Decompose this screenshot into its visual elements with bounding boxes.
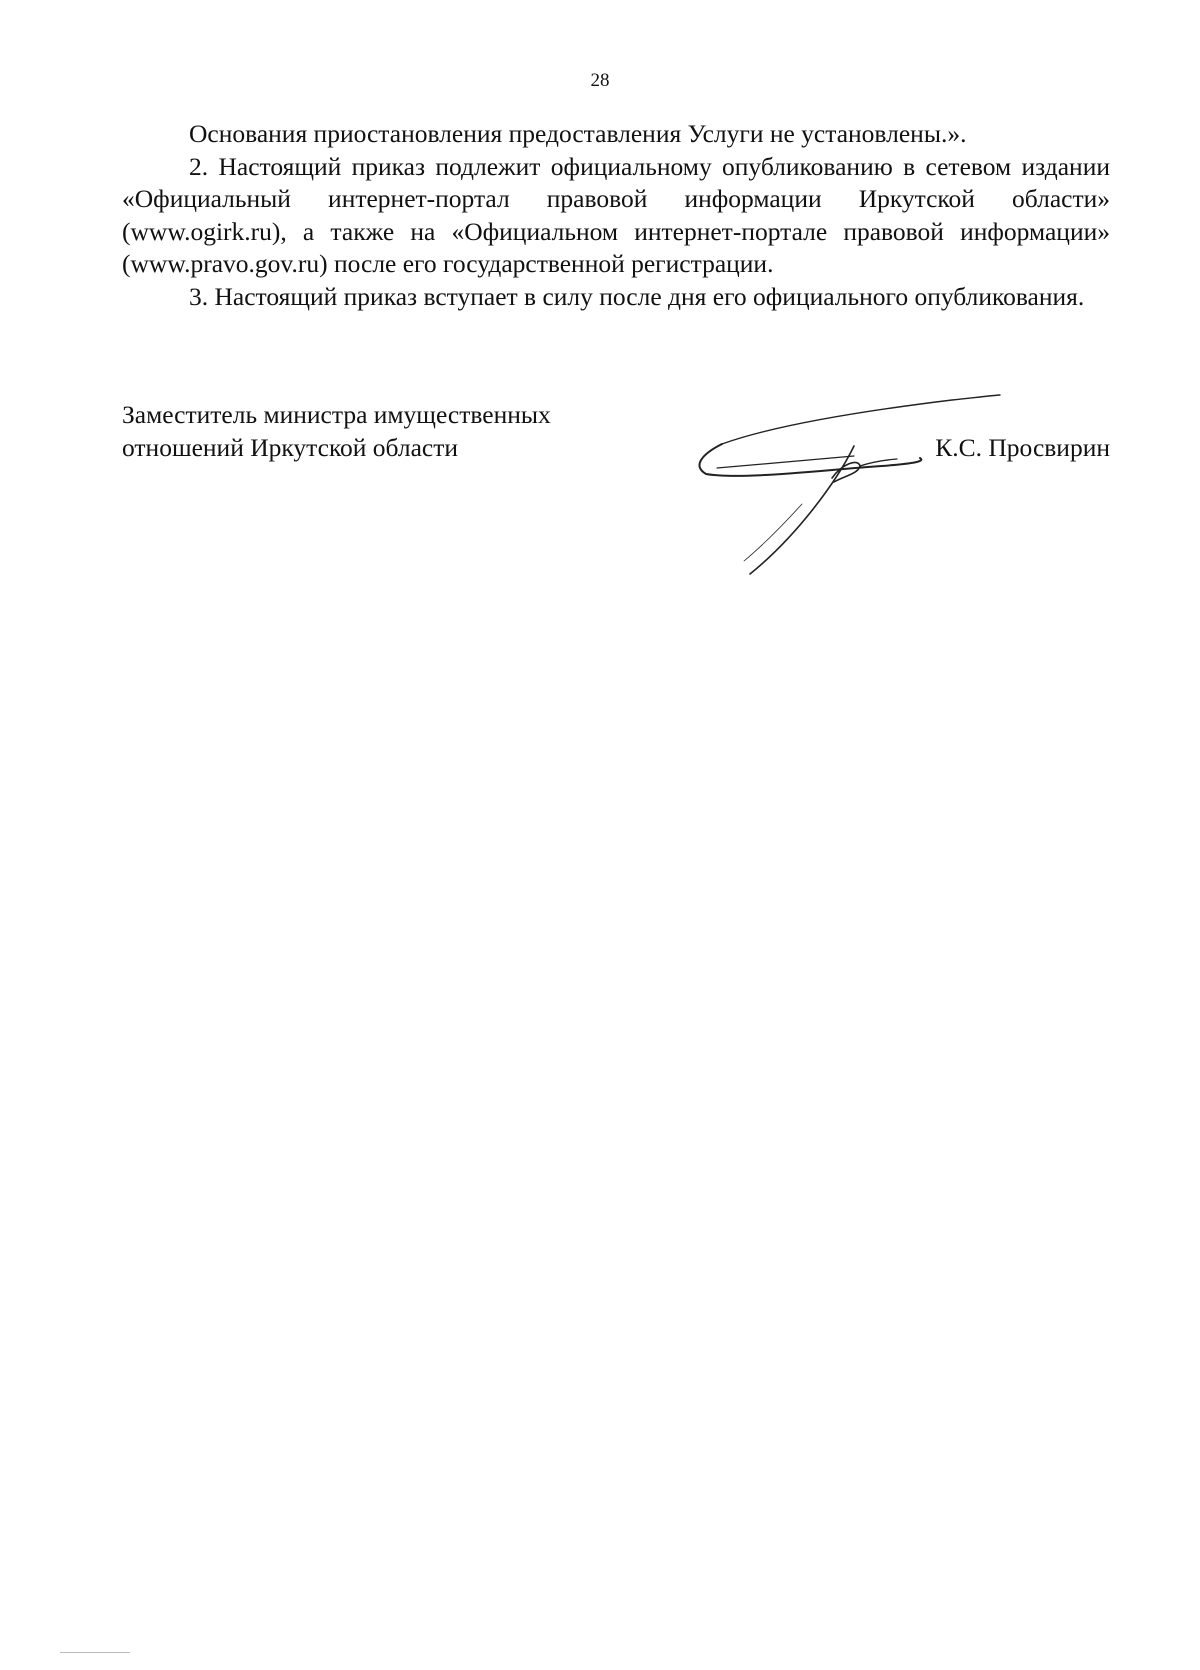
signer-position-line1: Заместитель министра имущественных — [122, 400, 551, 429]
signer-position — [122, 398, 602, 464]
signer-position-line2: отношений Иркутской области — [122, 433, 459, 462]
page-number: 28 — [590, 70, 610, 91]
paragraph-suspension-grounds: Основания приостановления предоставления Услуги не установлены.». — [189, 119, 967, 148]
scan-artifact-line — [60, 1652, 130, 1653]
signer-name: К.С. Просвирин — [935, 433, 1110, 462]
document-body — [122, 118, 1110, 314]
paragraph-publication: 2. Настоящий приказ подлежит официальному опубликованию в сетевом издании «Официальный интернет-портал правовой информации Иркутской области» (www.ogirk.ru), а также на «Официальном интернет-портале правовой информации» (www.pravo.gov.ru) после его государственной регистрации. — [122, 151, 1110, 279]
signature-block — [122, 398, 1110, 598]
handwritten-signature-icon — [622, 386, 1062, 586]
paragraph-entry-into-force: 3. Настоящий приказ вступает в силу после дня его официального опубликования. — [189, 281, 1085, 311]
